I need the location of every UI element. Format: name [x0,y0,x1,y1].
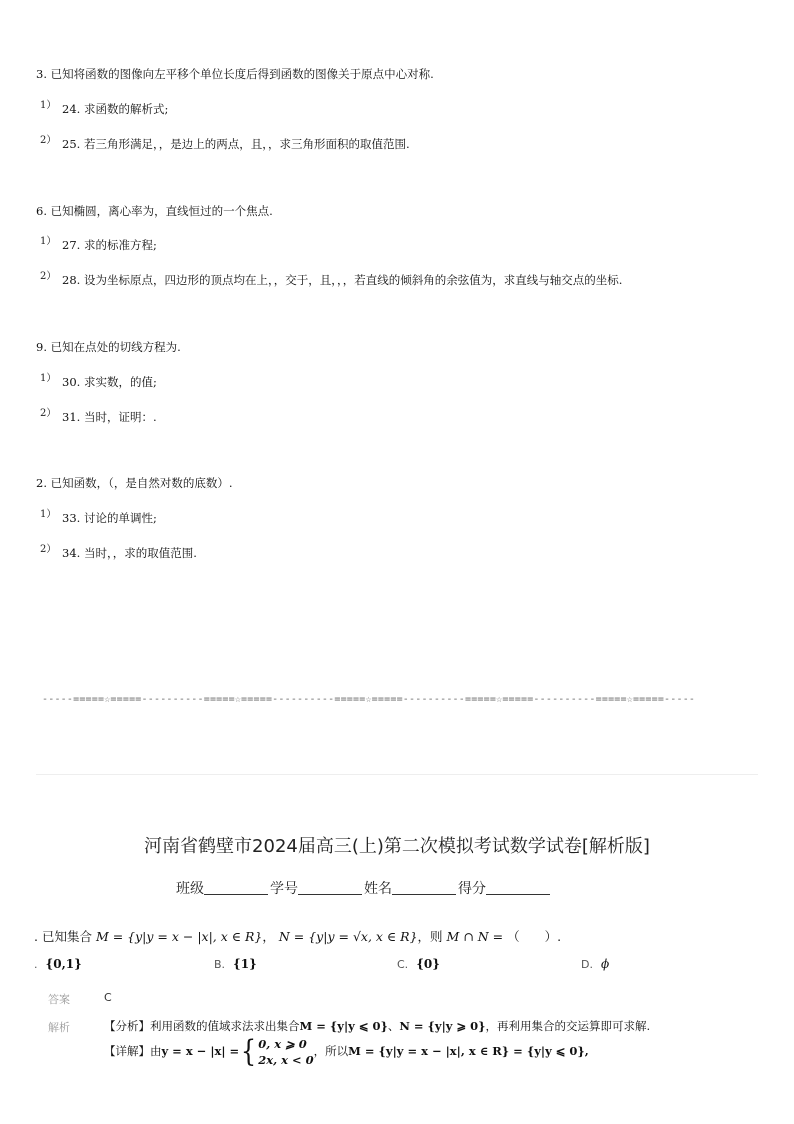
sub-number: 2） [40,271,57,282]
page-title: 河南省鹤壁市2024届高三(上)第二次模拟考试数学试卷[解析版] [144,836,650,857]
analysis-text: 【分析】利用函数的值域求法求出集合 [104,1019,300,1033]
section-divider: -----=====☆=====----------=====☆=====----------=====☆=====----------=====☆=====----------=====☆=====----- [42,694,696,705]
question-stem: 6. 已知椭圆，离心率为，直线恒过的一个焦点. [36,204,273,218]
sub-question: 30. 求实数，的值; [62,375,157,389]
answer-label: 答案 [48,993,70,1006]
option-value: ϕ [600,957,610,971]
answer-bracket: （ ）. [507,929,562,944]
piecewise-cases [258,1036,313,1068]
sub-number: 1） [40,373,57,384]
option-c[interactable] [397,957,440,971]
set-m-result: M = {y|y ⩽ 0} [299,1019,388,1033]
analysis-line-1 [104,1018,650,1034]
option-value: {1} [233,957,257,971]
sub-question: 27. 求的标准方程; [62,238,157,252]
option-label: C. [397,958,409,971]
option-b[interactable] [214,957,257,971]
id-label: 学号 [270,881,298,897]
set-n-result: N = {y|y ⩾ 0} [399,1019,486,1033]
sub-number: 1） [40,236,57,247]
sub-number: 2） [40,408,57,419]
id-blank[interactable] [298,880,362,895]
option-label: B. [214,958,226,971]
sub-question: 25. 若三角形满足，，是边上的两点，且，，求三角形面积的取值范围. [62,137,410,151]
mc-prefix: . 已知集合 [34,929,92,944]
question-stem: 3. 已知将函数的图像向左平移个单位长度后得到函数的图像关于原点中心对称. [36,67,434,81]
answer-value: C [104,991,112,1004]
score-blank[interactable] [486,880,550,895]
sub-number: 2） [40,135,57,146]
student-info-row [176,878,552,898]
mc-question [34,927,561,945]
sub-question: 34. 当时，，求的取值范围. [62,546,197,560]
question-stem: 2. 已知函数，（，是自然对数的底数）. [36,476,233,490]
intersection-query: M ∩ N = [446,929,504,944]
sub-number: 1） [40,509,57,520]
analysis-text: 【详解】由 [104,1044,162,1058]
sub-number: 2） [40,544,57,555]
sub-number: 1） [40,100,57,111]
analysis-label: 解析 [48,1021,70,1034]
option-label: . [34,958,38,971]
question-stem: 9. 已知在点处的切线方程为. [36,340,181,354]
set-m-derivation: M = {y|y = x − |x|, x ∈ R} = {y|y ⩽ 0}, [348,1044,589,1058]
name-blank[interactable] [392,880,456,895]
sub-question: 28. 设为坐标原点，四边形的顶点均在上，，交于，且，，，若直线的倾斜角的余弦值为，求直线与轴交点的坐标. [62,273,623,287]
analysis-line-2 [104,1036,589,1068]
sub-question: 24. 求函数的解析式; [62,102,169,116]
option-value: {0} [416,957,440,971]
name-label: 姓名 [364,881,392,897]
option-d[interactable] [581,957,609,971]
page-separator [36,774,758,775]
option-value: {0,1} [45,957,82,971]
sub-question: 31. 当时，证明：. [62,410,157,424]
mc-then: ，则 [417,929,443,944]
mc-sep: ， [262,929,275,944]
piecewise-eq: y = x − |x| = [161,1044,240,1058]
set-m: M = {y|y = x − |x|, x ∈ R} [95,929,263,944]
score-label: 得分 [458,881,486,897]
analysis-text: ，再利用集合的交运算即可求解. [485,1019,651,1033]
option-label: D. [581,958,593,971]
set-n: N = {y|y = √x, x ∈ R} [278,929,418,944]
left-brace-icon: { [241,1034,257,1069]
sub-question: 33. 讨论的单调性; [62,511,157,525]
analysis-text: ，所以 [313,1044,349,1058]
option-a[interactable] [34,957,82,971]
class-label: 班级 [176,881,204,897]
analysis-sep: 、 [387,1019,400,1033]
case-2: 2x, x < 0 [258,1053,314,1067]
class-blank[interactable] [204,880,268,895]
case-1: 0, x ⩾ 0 [258,1037,307,1051]
